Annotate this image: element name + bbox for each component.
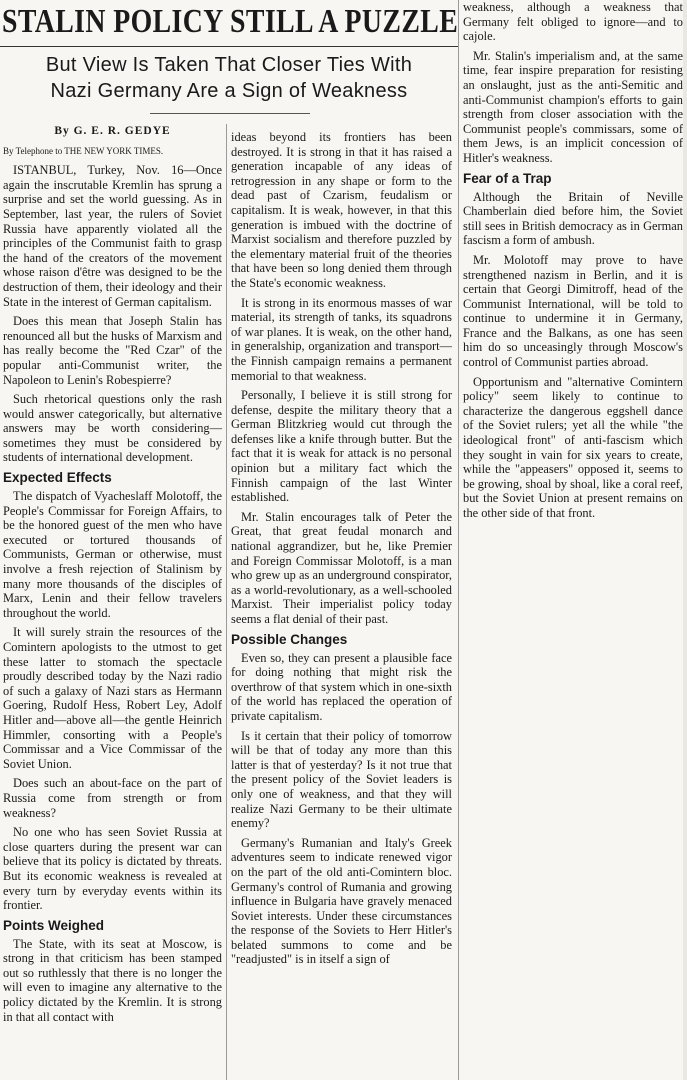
- paragraph: Mr. Stalin encourages talk of Peter the Great, that great feudal monarch and national aggrandizer, but he, like Premier and Foreign Commissar Molotoff, is a man who grew up as an underground conspirator, as a world-revolutionary, as a well-schooled Marxist. Their imperialist policy today seems a flat denial of their past.: [231, 509, 452, 626]
- byline: By G. E. R. GEDYE: [54, 125, 171, 137]
- paragraph: Does such an about-face on the part of Russia come from strength or from weakness?: [3, 776, 222, 820]
- deck-line: But View Is Taken That Closer Ties With: [45, 54, 413, 76]
- paragraph: Is it certain that their policy of tomorrow will be that of today any more than this latter is that of yesterday? Is it not true that the present policy of the Soviet leaders is only one of weakness, and that they will realize Nazi Germany to be their ultimate enemy?: [231, 728, 452, 831]
- paragraph: ideas beyond its frontiers has been destroyed. It is strong in that it has raised a generation incapable of any ideas of retrogression in any shape or form to the dead past of Czarism, feudalism or capitalism. It is weak, however, in that this generation is imbued with the doctrine of Marxist socialism and therefore puzzled by the elementary material fruit of the theories that have been so long denied them through the State's economic weakness.: [231, 130, 452, 290]
- paragraph: No one who has seen Soviet Russia at close quarters during the present war can believe that its policy is dictated by threats. But its economic weakness is revealed at every turn by everyday events within its frontier.: [3, 825, 222, 913]
- subhead: Possible Changes: [231, 631, 348, 647]
- paragraph: Personally, I believe it is still strong for defense, despite the military theory that a German Blitzkrieg would cut through the defenses like a knife through butter. But the fact that it is weak for attack is no personal opinion but a military fact which the Finnish campaign of the last Winter established.: [231, 388, 452, 505]
- paragraph: The State, with its seat at Moscow, is strong in that criticism has been stamped out so ruthlessly that there is no longer the will even to imagine any alternative to the policy dictated by the Kremlin. It is strong in that all contact with: [3, 936, 222, 1024]
- paragraph: Although the Britain of Neville Chamberlain died before him, the Soviet still sees in British democracy as in German fascism a form of ambush.: [463, 189, 683, 248]
- paragraph: Mr. Stalin's imperialism and, at the same time, fear inspire preparation for resisting an onslaught, just as the anti-Semitic and anti-Communist champion's efforts to gain strength from closer association with the Communist people's commissars, some of them Jews, is an implicit concession of Hitler's weakness.: [463, 48, 683, 165]
- column-3: [463, 0, 683, 526]
- scan-edge: [683, 0, 687, 1080]
- subhead: Points Weighed: [3, 917, 105, 933]
- column-2: [231, 130, 452, 972]
- column-1: [3, 124, 222, 1029]
- paragraph: Germany's Rumanian and Italy's Greek adventures seem to indicate renewed vigor on the part of the old anti-Comintern bloc. Germany's control of Rumania and growing influence in Bulgaria have gravely menaced Soviet interests. Under these circumstances the response of the Soviets to Herr Hitler's belated summons to come and be "readjusted" is in itself a sign of: [231, 835, 452, 967]
- paragraph: Even so, they can present a plausible face for doing nothing that might risk the overthrow of that system which in one-sixth of the world has replaced the operation of private capitalism.: [231, 650, 452, 723]
- paragraph: ISTANBUL, Turkey, Nov. 16—Once again the inscrutable Kremlin has sprung a surprise and set the world guessing. As in September, last year, the rulers of Soviet Russia have apparently violated all the principles of the Communist faith to grasp the hand of the creators of the movement whose raison d'être was designed to be the destruction of them, their ideology and their State in the interest of German capitalism.: [3, 163, 222, 309]
- paragraph: It will surely strain the resources of the Comintern apologists to the utmost to get these latter to stomach the spectacle proudly described today by the Nazi radio of such a galaxy of Nazi stars as Hermann Goering, Rudolf Hess, Robert Ley, Adolf Hitler and—above all—the gentle Heinrich Himmler, consorting with a People's Commissar and a Vice Commissar of the Soviet Union.: [3, 625, 222, 771]
- paragraph: The dispatch of Vyacheslaff Molotoff, the People's Commissar for Foreign Affairs, to be the honored guest of the men who have executed or tortured thousands of Communists, German or otherwise, must involve a fresh rejection of Stalinism by many more thousands of the disciples of Marx, Lenin and their fellow travelers throughout the world.: [3, 489, 222, 620]
- paragraph: It is strong in its enormous masses of war material, its strength of tanks, its squadrons of war planes. It is weak, on the other hand, in generalship, organization and transport—the Finnish campaign remains a permanent memorial to that weakness.: [231, 295, 452, 383]
- column-rule: [226, 124, 227, 1080]
- paragraph: Mr. Molotoff may prove to have strengthened nazism in Berlin, and it is certain that Georgi Dimitroff, head of the Communist International, will be told to continue to undermine it in Germany, France and the Balkans, as one has seen him do so unceasingly through Moscow's control of Communist parties abroad.: [463, 252, 683, 370]
- paragraph: Such rhetorical questions only the rash would answer categorically, but alternative answers may be worth considering—sometimes they must be considered by students of international development.: [3, 392, 222, 465]
- subhead: Fear of a Trap: [463, 170, 552, 186]
- deck-headline: [0, 52, 458, 104]
- headline: STALIN POLICY STILL A PUZZLE: [2, 3, 459, 40]
- deck-line: Nazi Germany Are a Sign of Weakness: [50, 80, 408, 102]
- column-rule: [458, 0, 459, 1080]
- subhead: Expected Effects: [3, 470, 112, 486]
- byline-sub: By Telephone to THE NEW YORK TIMES.: [3, 145, 164, 156]
- paragraph: Does this mean that Joseph Stalin has renounced all but the husks of Marxism and has really become the "Red Czar" of the popular anti-Communist writer, the Napoleon to Lenin's Robespierre?: [3, 314, 222, 387]
- deck-rule: [150, 113, 310, 114]
- paragraph: Opportunism and "alternative Comintern policy" seem likely to continue to characterize the dangerous eggshell dance of the Soviet rulers; yet all the while "the ideological front" of anti-fascism which they sought in vain for six years to create, while the "appeasers" opposed it, seems to be growing, shoal by shoal, like a coral reef, but the Soviet Union at present remains on the other side of that front.: [463, 374, 683, 520]
- paragraph: weakness, although a weakness that Germany felt obliged to ignore—and to cajole.: [463, 0, 683, 44]
- headline-rule: [0, 46, 458, 47]
